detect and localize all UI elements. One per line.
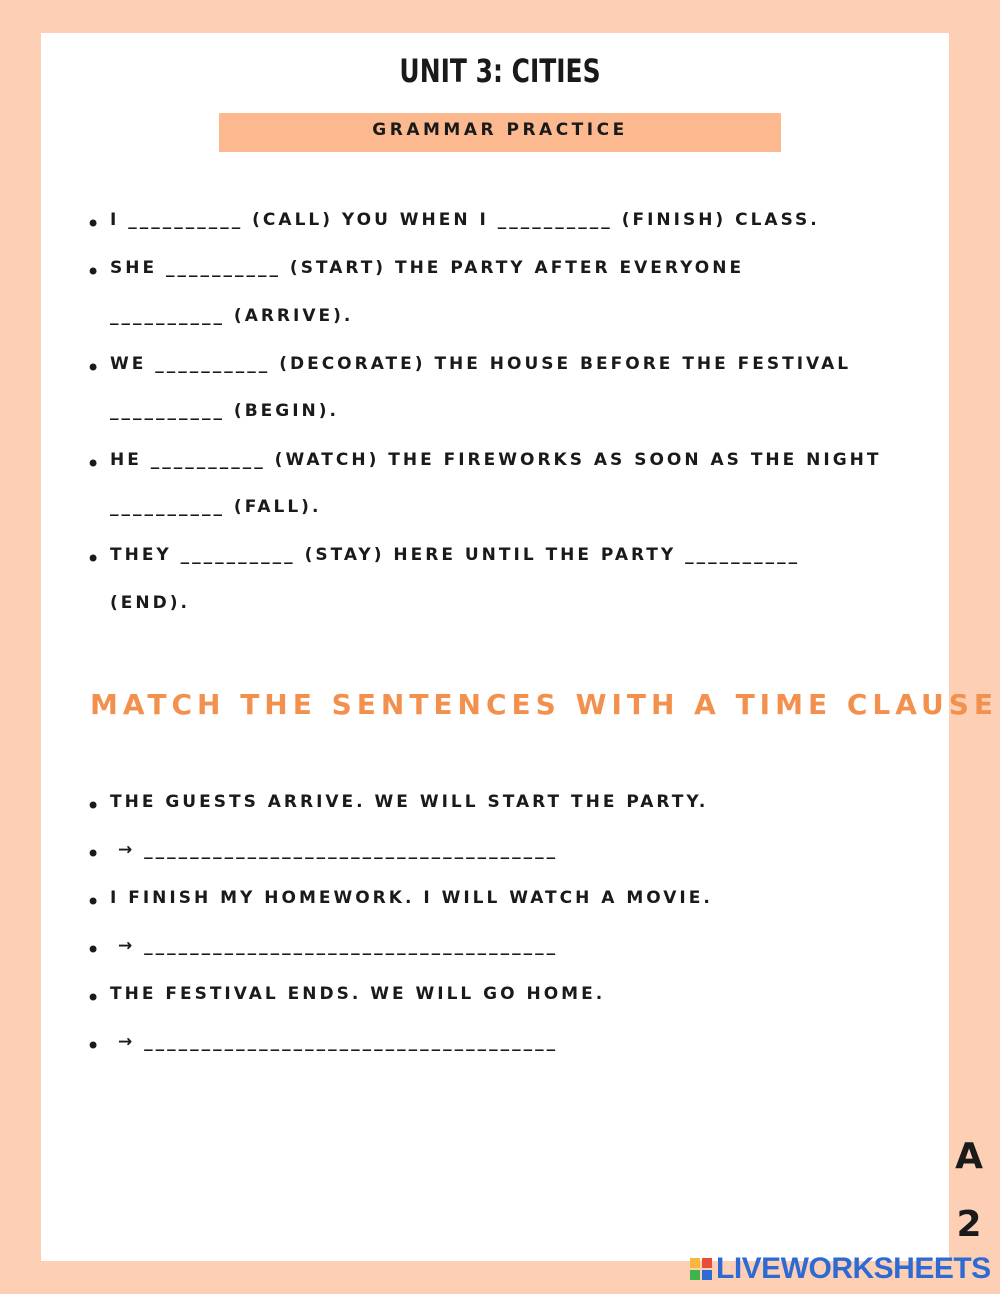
exercise1-line-3: WE __________ (DECORATE) THE HOUSE BEFORE THE FESTIVAL: [110, 354, 852, 374]
exercise1-line-3-cont: __________ (BEGIN).: [110, 401, 339, 421]
bullet-icon: •: [86, 354, 101, 382]
bullet-icon: •: [86, 936, 101, 964]
exercise2-sentence-2: I FINISH MY HOMEWORK. I WILL WATCH A MOVIE.: [110, 888, 713, 908]
bullet-icon: •: [86, 984, 101, 1012]
exercise2-sentence-3: THE FESTIVAL ENDS. WE WILL GO HOME.: [110, 984, 606, 1004]
bullet-icon: •: [86, 450, 101, 478]
logo-mark-icon: [690, 1258, 712, 1280]
logo-text: LIVEWORKSHEETS: [716, 1252, 991, 1285]
exercise1-line-4-cont: __________ (FALL).: [110, 497, 322, 517]
bullet-icon: •: [86, 1032, 101, 1060]
bullet-icon: •: [86, 792, 101, 820]
exercise2-answer-3: → ____________________________________: [118, 1032, 559, 1052]
exercise2-answer-2: → ____________________________________: [118, 936, 559, 956]
exercise1-line-5: THEY __________ (STAY) HERE UNTIL THE PARTY __________: [110, 545, 801, 565]
level-letter: A: [955, 1136, 983, 1177]
exercise1-line-2: SHE __________ (START) THE PARTY AFTER EVERYONE: [110, 258, 745, 278]
exercise1-line-5-cont: (END).: [110, 593, 190, 613]
bullet-icon: •: [86, 840, 101, 868]
bullet-icon: •: [86, 210, 101, 238]
exercise1-line-1: I __________ (CALL) YOU WHEN I __________ (FINISH) CLASS.: [110, 210, 820, 230]
bullet-icon: •: [86, 545, 101, 573]
level-number: 2: [956, 1204, 982, 1245]
exercise1-line-2-cont: __________ (ARRIVE).: [110, 306, 354, 326]
exercise2-answer-1: → ____________________________________: [118, 840, 559, 860]
exercise1-line-4: HE __________ (WATCH) THE FIREWORKS AS SOON AS THE NIGHT: [110, 450, 882, 470]
page-title: UNIT 3: CITIES: [399, 52, 601, 90]
liveworksheets-logo[interactable]: [690, 1252, 991, 1286]
bullet-icon: •: [86, 258, 101, 286]
page-subtitle: GRAMMAR PRACTICE: [372, 120, 628, 140]
exercise2-sentence-1: THE GUESTS ARRIVE. WE WILL START THE PARTY.: [110, 792, 709, 812]
section-heading: MATCH THE SENTENCES WITH A TIME CLAUSE: [90, 688, 999, 721]
bullet-icon: •: [86, 888, 101, 916]
